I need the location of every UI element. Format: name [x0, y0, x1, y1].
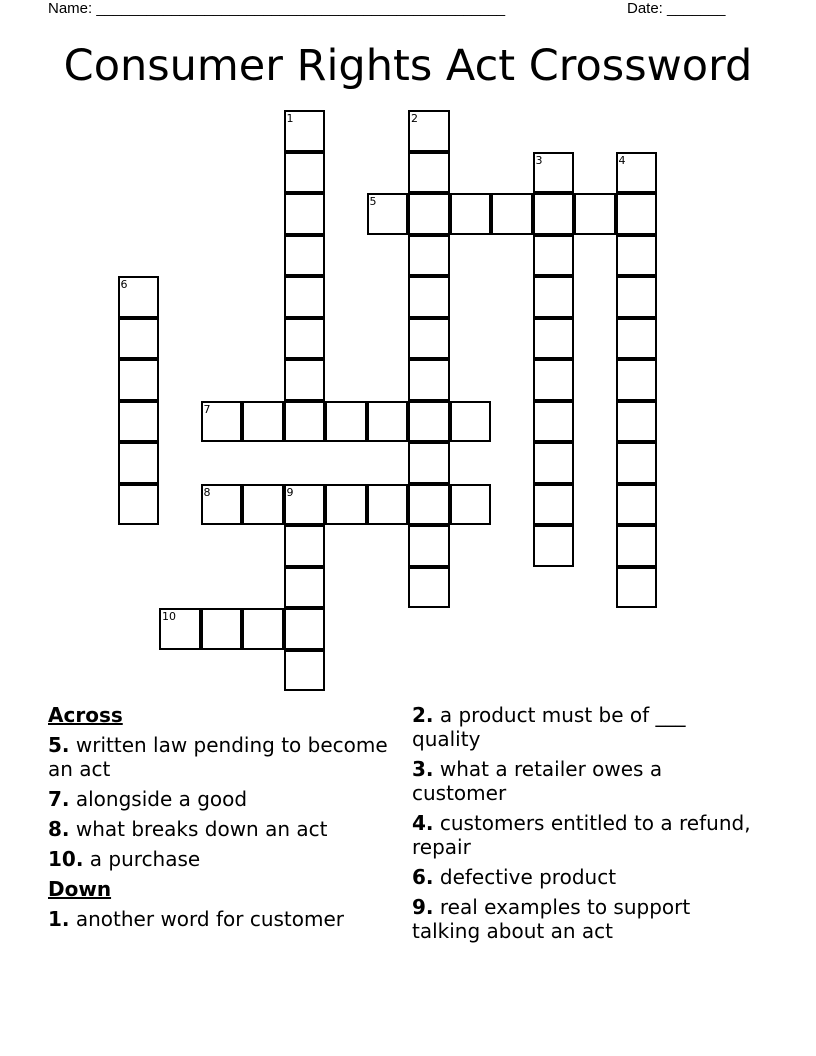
grid-cell[interactable]: [616, 193, 658, 235]
grid-cell[interactable]: [284, 525, 326, 567]
grid-cell[interactable]: [242, 484, 284, 526]
grid-cell[interactable]: [450, 484, 492, 526]
cell-number: 6: [120, 278, 128, 291]
clue-down-6: [412, 865, 752, 889]
clue-text: customers entitled to a refund, repair: [412, 811, 751, 859]
clue-number: 9.: [412, 895, 434, 919]
grid-cell[interactable]: [408, 484, 450, 526]
clue-number: 8.: [48, 817, 70, 841]
grid-cell[interactable]: [118, 401, 160, 443]
clue-across-10: [48, 847, 398, 871]
cell-number: 9: [286, 485, 294, 499]
cell-number: 1: [286, 112, 294, 125]
grid-cell[interactable]: [284, 567, 326, 609]
grid-cell[interactable]: [284, 152, 326, 194]
clue-text: what a retailer owes a customer: [412, 757, 663, 805]
date-line[interactable]: _______: [667, 0, 726, 17]
clue-down-1: [48, 907, 398, 931]
grid-cell-9[interactable]: [284, 484, 326, 526]
clue-text: written law pending to become an act: [48, 733, 388, 781]
grid-cell[interactable]: [450, 193, 492, 235]
clue-text: another word for customer: [69, 907, 344, 931]
grid-cell[interactable]: [616, 567, 658, 609]
grid-cell[interactable]: [533, 401, 575, 443]
clue-text: real examples to support talking about an act: [412, 895, 691, 943]
grid-cell-7[interactable]: [201, 401, 243, 443]
grid-cell-3[interactable]: [533, 152, 575, 194]
grid-cell[interactable]: [616, 359, 658, 401]
cell-number: 10: [162, 610, 176, 623]
grid-cell[interactable]: [118, 442, 160, 484]
clue-across-7: [48, 787, 398, 811]
clue-number: 6.: [412, 865, 434, 889]
grid-cell[interactable]: [284, 235, 326, 277]
clue-number: 5.: [48, 733, 70, 757]
clue-number: 1.: [48, 907, 70, 931]
name-label: Name:: [48, 0, 93, 17]
grid-cell[interactable]: [201, 608, 243, 650]
grid-cell[interactable]: [533, 318, 575, 360]
grid-cell[interactable]: [616, 276, 658, 318]
grid-cell[interactable]: [491, 193, 533, 235]
cell-number: 3: [535, 153, 543, 167]
grid-cell[interactable]: [533, 525, 575, 567]
grid-cell[interactable]: [367, 401, 409, 443]
grid-cell-8[interactable]: [201, 484, 243, 526]
grid-cell[interactable]: [574, 193, 616, 235]
clue-down-3: [412, 757, 752, 805]
grid-cell[interactable]: [533, 193, 575, 235]
grid-cell-1[interactable]: [284, 110, 326, 152]
clue-text: what breaks down an act: [69, 817, 328, 841]
clue-number: 2.: [412, 703, 434, 727]
date-label: Date:: [627, 0, 663, 17]
grid-cell[interactable]: [616, 235, 658, 277]
clue-text: a purchase: [83, 847, 201, 871]
clue-across-8: [48, 817, 398, 841]
across-heading: Across: [48, 703, 123, 727]
grid-cell[interactable]: [616, 484, 658, 526]
grid-cell-6[interactable]: [118, 276, 160, 318]
clue-text: alongside a good: [69, 787, 248, 811]
grid-cell[interactable]: [533, 235, 575, 277]
grid-cell-2[interactable]: [408, 110, 450, 152]
clue-number: 10.: [48, 847, 84, 871]
grid-cell[interactable]: [533, 442, 575, 484]
name-line[interactable]: _________________________________________________: [96, 0, 506, 17]
grid-cell[interactable]: [408, 442, 450, 484]
cell-number: 4: [618, 153, 626, 167]
grid-cell[interactable]: [284, 276, 326, 318]
grid-cell[interactable]: [284, 401, 326, 443]
clue-down-2: [412, 703, 752, 751]
grid-cell[interactable]: [118, 318, 160, 360]
grid-cell[interactable]: [616, 442, 658, 484]
grid-cell[interactable]: [408, 318, 450, 360]
grid-cell[interactable]: [118, 359, 160, 401]
grid-cell[interactable]: [533, 359, 575, 401]
down-heading: Down: [48, 877, 112, 901]
grid-cell[interactable]: [284, 193, 326, 235]
clue-down-9: [412, 895, 752, 943]
grid-cell[interactable]: [408, 276, 450, 318]
grid-cell[interactable]: [408, 235, 450, 277]
cell-number: 8: [203, 485, 211, 499]
grid-cell[interactable]: [408, 567, 450, 609]
grid-cell[interactable]: [367, 484, 409, 526]
cell-number: 2: [411, 112, 418, 125]
grid-cell[interactable]: [242, 401, 284, 443]
page-title: Consumer Rights Act Crossword: [63, 41, 753, 91]
grid-cell[interactable]: [408, 401, 450, 443]
grid-cell[interactable]: [118, 484, 160, 526]
cell-number: 5: [369, 195, 377, 208]
grid-cell[interactable]: [616, 318, 658, 360]
grid-cell[interactable]: [408, 525, 450, 567]
clue-number: 7.: [48, 787, 70, 811]
grid-cell[interactable]: [450, 401, 492, 443]
grid-cell[interactable]: [408, 359, 450, 401]
grid-cell[interactable]: [616, 401, 658, 443]
grid-cell[interactable]: [284, 318, 326, 360]
clue-text: defective product: [433, 865, 617, 889]
grid-cell-5[interactable]: [367, 193, 409, 235]
grid-cell[interactable]: [325, 401, 367, 443]
clue-number: 3.: [412, 757, 434, 781]
grid-cell[interactable]: [284, 359, 326, 401]
grid-cell[interactable]: [533, 484, 575, 526]
clues-right-column: [412, 703, 752, 949]
grid-cell[interactable]: [284, 608, 326, 650]
grid-cell[interactable]: [284, 650, 326, 692]
grid-cell-10[interactable]: [159, 608, 201, 650]
grid-cell[interactable]: [242, 608, 284, 650]
grid-cell[interactable]: [408, 193, 450, 235]
clues-left-column: [48, 703, 398, 937]
grid-cell[interactable]: [616, 525, 658, 567]
grid-cell[interactable]: [325, 484, 367, 526]
grid-cell[interactable]: [533, 276, 575, 318]
grid-cell[interactable]: [408, 152, 450, 194]
clue-text: a product must be of ___ quality: [412, 703, 686, 751]
cell-number: 7: [203, 402, 211, 416]
clue-number: 4.: [412, 811, 434, 835]
grid-cell-4[interactable]: [616, 152, 658, 194]
clue-across-5: [48, 733, 398, 781]
clue-down-4: [412, 811, 752, 859]
